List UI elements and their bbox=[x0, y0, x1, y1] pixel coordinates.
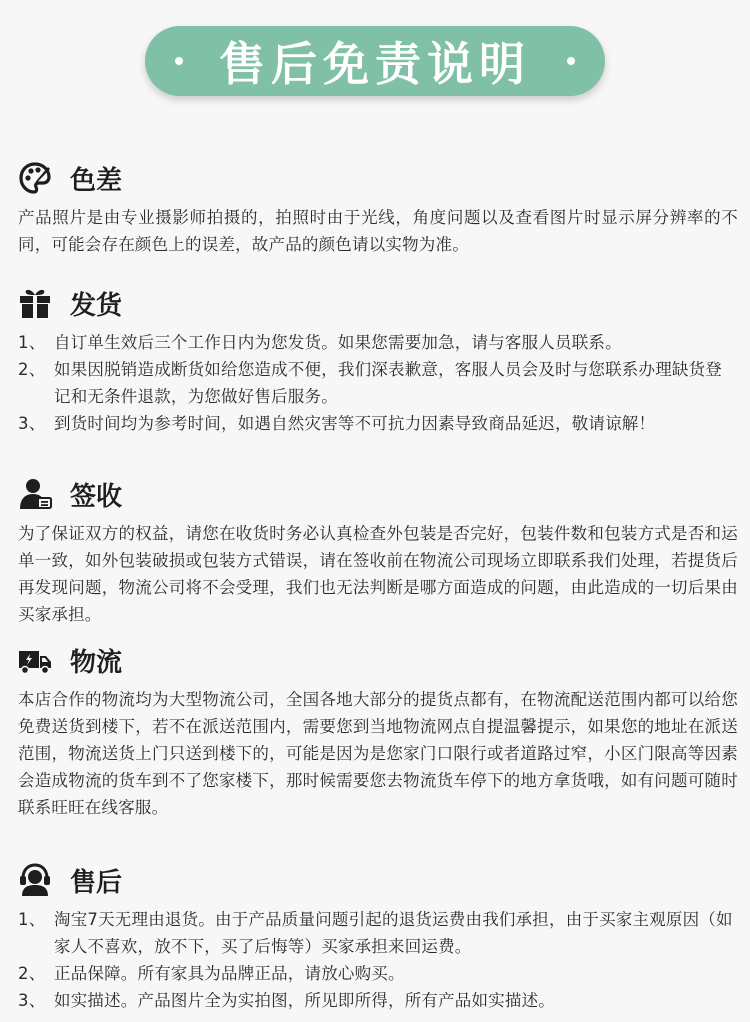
section-shipping bbox=[18, 283, 738, 437]
section-logistics bbox=[18, 640, 738, 821]
section-text: 产品照片是由专业摄影师拍摄的，拍照时由于光线，角度问题以及查看图片时显示屏分辨率的不同，可能会存在颜色上的误差，故产品的颜色请以实物为准。 bbox=[18, 208, 738, 254]
section-text: 本店合作的物流均为大型物流公司，全国各地大部分的提货点都有，在物流配送范围内都可以给您免费送货到楼下，若不在派送范围内，需要您到当地物流网点自提温馨提示，如果您的地址在派送范围，物流送货上门只送到楼下的，可能是因为是您家门口限行或者道路过窄，小区门限高等因素会造成物流的货车到不了您家楼下，那时候需要您去物流货车停下的地方拿货哦，如有问题可随时联系旺旺在线客服。 bbox=[18, 690, 738, 817]
section-aftersale bbox=[18, 860, 738, 1014]
banner-dot-right bbox=[567, 57, 575, 65]
section-heading: 售后 bbox=[70, 867, 123, 898]
gift-icon bbox=[18, 286, 52, 320]
section-header bbox=[18, 860, 738, 900]
list-item: 2、 如果因脱销造成断货如给您造成不便，我们深表歉意，客服人员会及时与您联系办理缺货登记和无条件退款，为您做好售后服务。 bbox=[18, 360, 722, 406]
section-header bbox=[18, 283, 738, 323]
user-id-icon bbox=[18, 477, 52, 511]
section-heading: 发货 bbox=[70, 290, 123, 321]
section-text: 为了保证双方的权益，请您在收货时务必认真检查外包装是否完好，包装件数和包装方式是否和运单一致，如外包装破损或包装方式错误，请在签收前在物流公司现场立即联系我们处理，若提货后再发现问题，物流公司将不会受理，我们也无法判断是哪方面造成的问题，由此造成的一切后果由买家承担。 bbox=[18, 524, 738, 624]
section-heading: 色差 bbox=[70, 165, 123, 196]
list-item: 1、 淘宝7天无理由退货。由于产品质量问题引起的退货运费由我们承担，由于买家主观原因（如家人不喜欢，放不下，买了后悔等）买家承担来回运费。 bbox=[18, 910, 733, 956]
shipping-list bbox=[18, 329, 738, 437]
section-color-difference bbox=[18, 158, 738, 258]
list-item: 1、 自订单生效后三个工作日内为您发货。如果您需要加急，请与客服人员联系。 bbox=[18, 333, 622, 352]
section-header bbox=[18, 474, 738, 514]
section-heading: 签收 bbox=[70, 481, 123, 512]
aftersale-list bbox=[18, 906, 738, 1014]
list-item: 3、 如实描述。产品图片全为实拍图，所见即所得，所有产品如实描述。 bbox=[18, 991, 555, 1010]
list-item: 3、 到货时间均为参考时间，如遇自然灾害等不可抗力因素导致商品延迟，敬请谅解！ bbox=[18, 414, 656, 433]
title-banner bbox=[145, 26, 605, 96]
truck-icon bbox=[18, 643, 52, 677]
palette-icon bbox=[18, 161, 52, 195]
section-heading: 物流 bbox=[70, 647, 123, 678]
section-header bbox=[18, 640, 738, 680]
list-item: 2、 正品保障。所有家具为品牌正品，请放心购买。 bbox=[18, 964, 405, 983]
page-title: 售后免责说明 bbox=[219, 37, 531, 91]
banner-dot-left bbox=[175, 57, 183, 65]
headset-icon bbox=[18, 863, 52, 897]
section-header bbox=[18, 158, 738, 198]
section-signing bbox=[18, 474, 738, 628]
